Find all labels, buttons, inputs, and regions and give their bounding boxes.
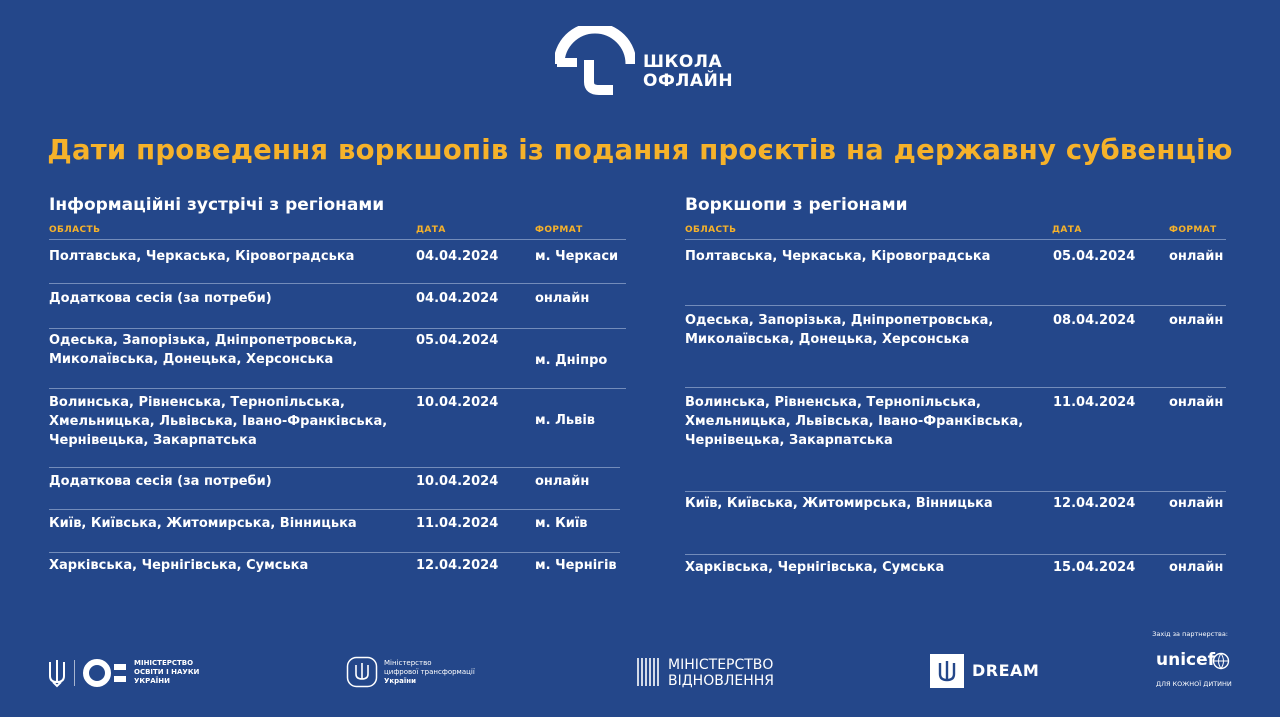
- column-header-region: ОБЛАСТЬ: [49, 225, 101, 235]
- region-cell: Додаткова сесія (за потреби): [49, 474, 272, 489]
- format-cell: онлайн: [1169, 249, 1224, 264]
- date-cell: 04.04.2024: [416, 291, 499, 306]
- format-cell: м. Черкаси: [535, 249, 619, 264]
- format-cell: м. Львів: [535, 413, 596, 428]
- date-cell: 11.04.2024: [416, 516, 499, 531]
- format-cell: м. Дніпро: [535, 353, 608, 368]
- header-divider: [49, 239, 626, 240]
- school-offline-logo-icon: [555, 26, 635, 96]
- partner-note: Захід за партнерства:: [1152, 630, 1228, 638]
- workshops-section: [685, 195, 1230, 595]
- column-header-format: ФОРМАТ: [1169, 225, 1217, 235]
- digital-text-line-1: Міністерство: [384, 659, 432, 667]
- row-divider: [49, 388, 626, 389]
- region-cell: Додаткова сесія (за потреби): [49, 291, 272, 306]
- column-header-date: ДАТА: [416, 225, 446, 235]
- mon-text-line-1: МІНІСТЕРСТВО: [134, 659, 194, 667]
- row-divider: [49, 467, 620, 468]
- date-cell: 10.04.2024: [416, 474, 499, 489]
- format-cell: онлайн: [1169, 313, 1224, 328]
- region-cell: Волинська, Рівненська, Тернопільська, Хмельницька, Львівська, Івано-Франківська, Чернівецька, Закарпатська: [49, 395, 388, 448]
- unicef-name: unicef: [1156, 650, 1216, 670]
- mon-text-line-2: ОСВІТИ І НАУКИ: [134, 668, 200, 676]
- info-meetings-heading: Інформаційні зустрічі з регіонами: [49, 195, 385, 215]
- row-divider: [685, 387, 1226, 388]
- dream-trident-box: [930, 654, 964, 688]
- dream-text: DREAM: [972, 661, 1040, 680]
- digital-ministry-logo: [346, 656, 516, 690]
- footer-divider: [74, 660, 75, 686]
- row-divider: [49, 509, 620, 510]
- row-divider: [49, 328, 626, 329]
- row-divider: [685, 305, 1226, 306]
- restoration-text-line-2: ВІДНОВЛЕННЯ: [668, 673, 774, 689]
- row-divider: [49, 283, 626, 284]
- date-cell: 12.04.2024: [416, 558, 499, 573]
- date-cell: 11.04.2024: [1053, 395, 1136, 410]
- trident-icon: [930, 654, 964, 688]
- logo-line-2: ОФЛАЙН: [643, 71, 734, 91]
- restoration-text-line-1: МІНІСТЕРСТВО: [668, 657, 774, 673]
- school-offline-logo: [555, 26, 755, 96]
- unicef-slogan: ДЛЯ КОЖНОЇ ДИТИНИ: [1156, 680, 1232, 688]
- workshops-heading: Воркшопи з регіонами: [685, 195, 908, 215]
- region-cell: Одеська, Запорізька, Дніпропетровська, Миколаївська, Донецька, Херсонська: [685, 313, 994, 347]
- info-meetings-section: [49, 195, 629, 595]
- region-cell: Харківська, Чернігівська, Сумська: [49, 558, 309, 573]
- mon-text-line-3: УКРАЇНИ: [134, 677, 170, 685]
- date-cell: 12.04.2024: [1053, 496, 1136, 511]
- date-cell: 05.04.2024: [416, 333, 499, 348]
- mon-logo: [48, 656, 208, 690]
- format-cell: онлайн: [535, 474, 590, 489]
- row-divider: [49, 552, 620, 553]
- date-cell: 10.04.2024: [416, 395, 499, 410]
- header-divider: [685, 239, 1226, 240]
- format-cell: онлайн: [1169, 560, 1224, 575]
- restoration-ministry-logo: [636, 656, 796, 690]
- column-header-region: ОБЛАСТЬ: [685, 225, 737, 235]
- restoration-stripes-icon: [636, 657, 662, 687]
- digital-text-line-3: України: [384, 677, 417, 685]
- date-cell: 04.04.2024: [416, 249, 499, 264]
- trident-badge-icon: [346, 656, 378, 688]
- mon-circle-icon: [82, 658, 130, 688]
- column-header-format: ФОРМАТ: [535, 225, 583, 235]
- date-cell: 05.04.2024: [1053, 249, 1136, 264]
- region-cell: Одеська, Запорізька, Дніпропетровська, Миколаївська, Донецька, Херсонська: [49, 333, 358, 367]
- format-cell: онлайн: [535, 291, 590, 306]
- region-cell: Харківська, Чернігівська, Сумська: [685, 560, 945, 575]
- format-cell: м. Київ: [535, 516, 588, 531]
- page-title: Дати проведення воркшопів із подання проєктів на державну субвенцію: [47, 134, 1233, 166]
- format-cell: онлайн: [1169, 496, 1224, 511]
- format-cell: м. Чернігів: [535, 558, 617, 573]
- column-header-date: ДАТА: [1052, 225, 1082, 235]
- row-divider: [685, 491, 1226, 492]
- trident-icon: [48, 658, 66, 688]
- region-cell: Полтавська, Черкаська, Кіровоградська: [685, 249, 991, 264]
- region-cell: Київ, Київська, Житомирська, Вінницька: [49, 516, 357, 531]
- region-cell: Волинська, Рівненська, Тернопільська, Хмельницька, Львівська, Івано-Франківська, Чернівецька, Закарпатська: [685, 395, 1024, 448]
- date-cell: 08.04.2024: [1053, 313, 1136, 328]
- region-cell: Полтавська, Черкаська, Кіровоградська: [49, 249, 355, 264]
- row-divider: [685, 554, 1226, 555]
- format-cell: онлайн: [1169, 395, 1224, 410]
- region-cell: Київ, Київська, Житомирська, Вінницька: [685, 496, 993, 511]
- logo-text: [643, 53, 733, 91]
- dream-logo: [930, 654, 1050, 690]
- unicef-logo: [1152, 630, 1234, 690]
- digital-text-line-2: цифрової трансформації: [384, 668, 475, 676]
- unicef-globe-icon: [1212, 652, 1230, 670]
- logo-line-1: ШКОЛА: [643, 52, 723, 72]
- date-cell: 15.04.2024: [1053, 560, 1136, 575]
